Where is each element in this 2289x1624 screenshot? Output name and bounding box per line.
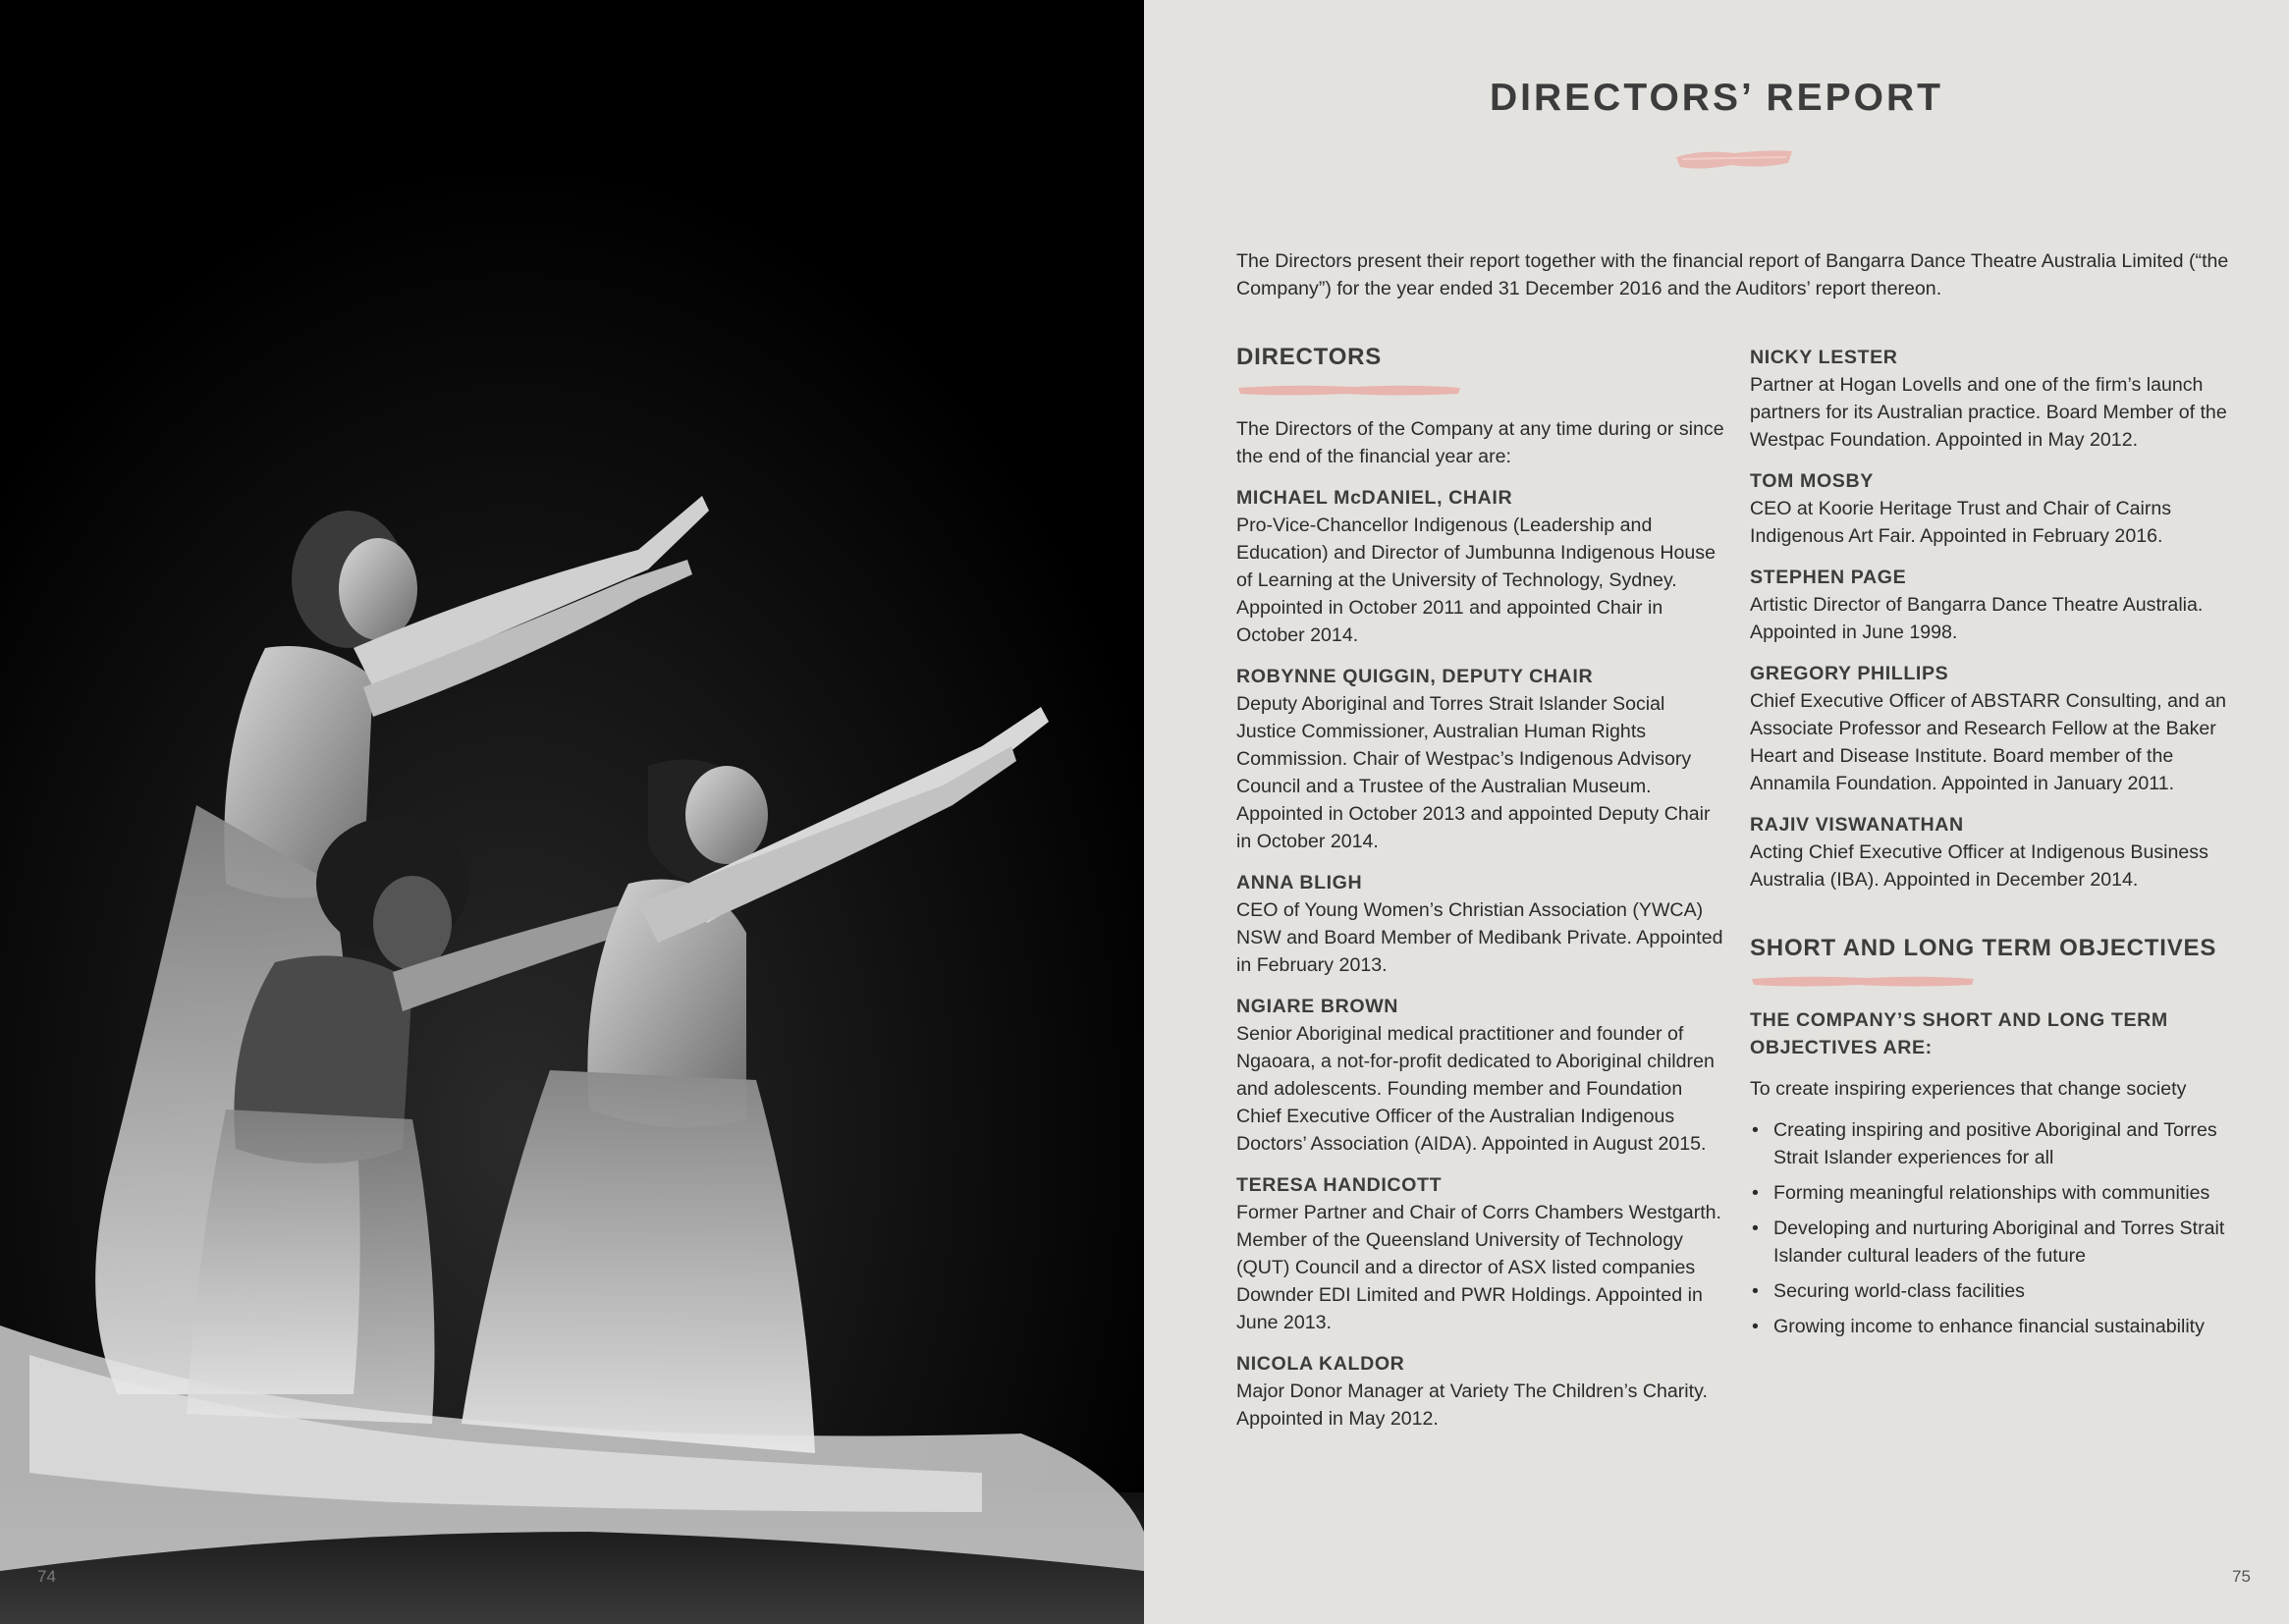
objectives-list <box>1750 1116 2241 1340</box>
director-description: CEO at Koorie Heritage Trust and Chair of Cairns Indigenous Art Fair. Appointed in February 2016. <box>1750 498 2172 547</box>
director-description: Chief Executive Officer of ABSTARR Consulting, and an Associate Professor and Research Fellow at the Baker Heart and Disease Institute. Board member of the Annamila Foundation. Appointed in January 2011. <box>1750 690 2227 794</box>
director-description: Senior Aboriginal medical practitioner and founder of Ngaoara, a not-for-profit dedicated to Aboriginal children and adolescents. Founding member and Foundation Chief Executive Officer of the Australian Indigenous Doctors’ Association (AIDA). Appointed in August 2015. <box>1236 1023 1715 1155</box>
objective-text: Developing and nurturing Aboriginal and Torres Strait Islander cultural leaders of the future <box>1773 1218 2225 1267</box>
objective-text: Growing income to enhance financial sustainability <box>1773 1316 2205 1337</box>
objectives-subheading: THE COMPANY’S SHORT AND LONG TERM OBJECTIVES ARE: <box>1750 1009 2168 1058</box>
report-page <box>1144 0 2289 1624</box>
director-name: GREGORY PHILLIPS <box>1750 663 1949 684</box>
list-item <box>1750 1313 2241 1340</box>
director-name: NICKY LESTER <box>1750 347 1898 368</box>
director-description: Pro-Vice-Chancellor Indigenous (Leadership and Education) and Director of Jumbunna Indigenous House of Learning at the University of Technology, Sydney. Appointed in October 2011 and appointed Chair in October 2014. <box>1236 514 1716 646</box>
director-name: RAJIV VISWANATHAN <box>1750 814 1964 836</box>
director-name: TERESA HANDICOTT <box>1236 1174 1443 1196</box>
page-number-right: 75 <box>2232 1567 2251 1586</box>
dancers-photo <box>0 0 1144 1624</box>
directors-column <box>1236 344 1727 1446</box>
directors-brush-stroke <box>1236 382 1462 398</box>
director-description: Artistic Director of Bangarra Dance Theatre Australia. Appointed in June 1998. <box>1750 594 2204 643</box>
photo-page <box>0 0 1144 1624</box>
directors-lead: The Directors of the Company at any time during or since the end of the financial year are: <box>1236 418 1724 467</box>
director-entry <box>1236 1350 1727 1433</box>
director-entry <box>1750 564 2241 646</box>
bullet-icon: • <box>1752 1119 1759 1141</box>
list-item <box>1750 1179 2241 1207</box>
director-name: ROBYNNE QUIGGIN, DEPUTY CHAIR <box>1236 666 1594 687</box>
director-description: CEO of Young Women’s Christian Association (YWCA) NSW and Board Member of Medibank Private. Appointed in February 2013. <box>1236 899 1723 976</box>
director-entry <box>1236 993 1727 1158</box>
page-title: DIRECTORS’ REPORT <box>1489 77 1943 119</box>
objectives-lead: To create inspiring experiences that change society <box>1750 1078 2187 1100</box>
directors-heading: DIRECTORS <box>1236 344 1383 370</box>
list-item <box>1750 1277 2241 1305</box>
intro-paragraph: The Directors present their report together with the financial report of Bangarra Dance Theatre Australia Limited (“the Company”) for the year ended 31 December 2016 and the Auditors’ report thereon. <box>1236 250 2229 299</box>
director-entry <box>1236 663 1727 855</box>
director-entry <box>1236 1171 1727 1336</box>
directors-column-continued <box>1750 344 2241 1348</box>
director-name: TOM MOSBY <box>1750 470 1874 492</box>
director-name: NGIARE BROWN <box>1236 996 1399 1017</box>
objective-text: Forming meaningful relationships with communities <box>1773 1182 2210 1204</box>
director-name: STEPHEN PAGE <box>1750 567 1907 588</box>
bullet-icon: • <box>1752 1182 1759 1204</box>
director-name: NICOLA KALDOR <box>1236 1353 1405 1375</box>
list-item <box>1750 1116 2241 1171</box>
bullet-icon: • <box>1752 1280 1759 1302</box>
director-entry <box>1236 869 1727 979</box>
director-name: MICHAEL McDANIEL, CHAIR <box>1236 487 1513 509</box>
director-description: Major Donor Manager at Variety The Children’s Charity. Appointed in May 2012. <box>1236 1380 1708 1430</box>
director-name: ANNA BLIGH <box>1236 872 1363 893</box>
director-entry <box>1750 467 2241 550</box>
list-item <box>1750 1215 2241 1270</box>
objective-text: Creating inspiring and positive Aboriginal and Torres Strait Islander experiences for all <box>1773 1119 2217 1168</box>
bullet-icon: • <box>1752 1218 1759 1239</box>
page-number-left: 74 <box>37 1567 56 1586</box>
objectives-brush-stroke <box>1750 973 1976 989</box>
bullet-icon: • <box>1752 1316 1759 1337</box>
director-description: Acting Chief Executive Officer at Indigenous Business Australia (IBA). Appointed in December 2014. <box>1750 841 2208 891</box>
director-description: Deputy Aboriginal and Torres Strait Islander Social Justice Commissioner, Australian Human Rights Commission. Chair of Westpac’s Indigenous Advisory Council and a Trustee of the Australian Museum. Appointed in October 2013 and appointed Deputy Chair in October 2014. <box>1236 693 1711 852</box>
director-entry <box>1750 660 2241 797</box>
title-brush-stroke <box>1672 145 1798 173</box>
director-entry <box>1236 484 1727 649</box>
director-description: Former Partner and Chair of Corrs Chambers Westgarth. Member of the Queensland University of Technology (QUT) Council and a director of ASX listed companies Downder EDI Limited and PWR Holdings. Appointed in June 2013. <box>1236 1202 1722 1333</box>
director-entry <box>1750 344 2241 454</box>
director-entry <box>1750 811 2241 893</box>
objective-text: Securing world-class facilities <box>1773 1280 2025 1302</box>
objectives-heading: SHORT AND LONG TERM OBJECTIVES <box>1750 935 2217 961</box>
director-description: Partner at Hogan Lovells and one of the firm’s launch partners for its Australian practice. Board Member of the Westpac Foundation. Appointed in May 2012. <box>1750 374 2227 451</box>
